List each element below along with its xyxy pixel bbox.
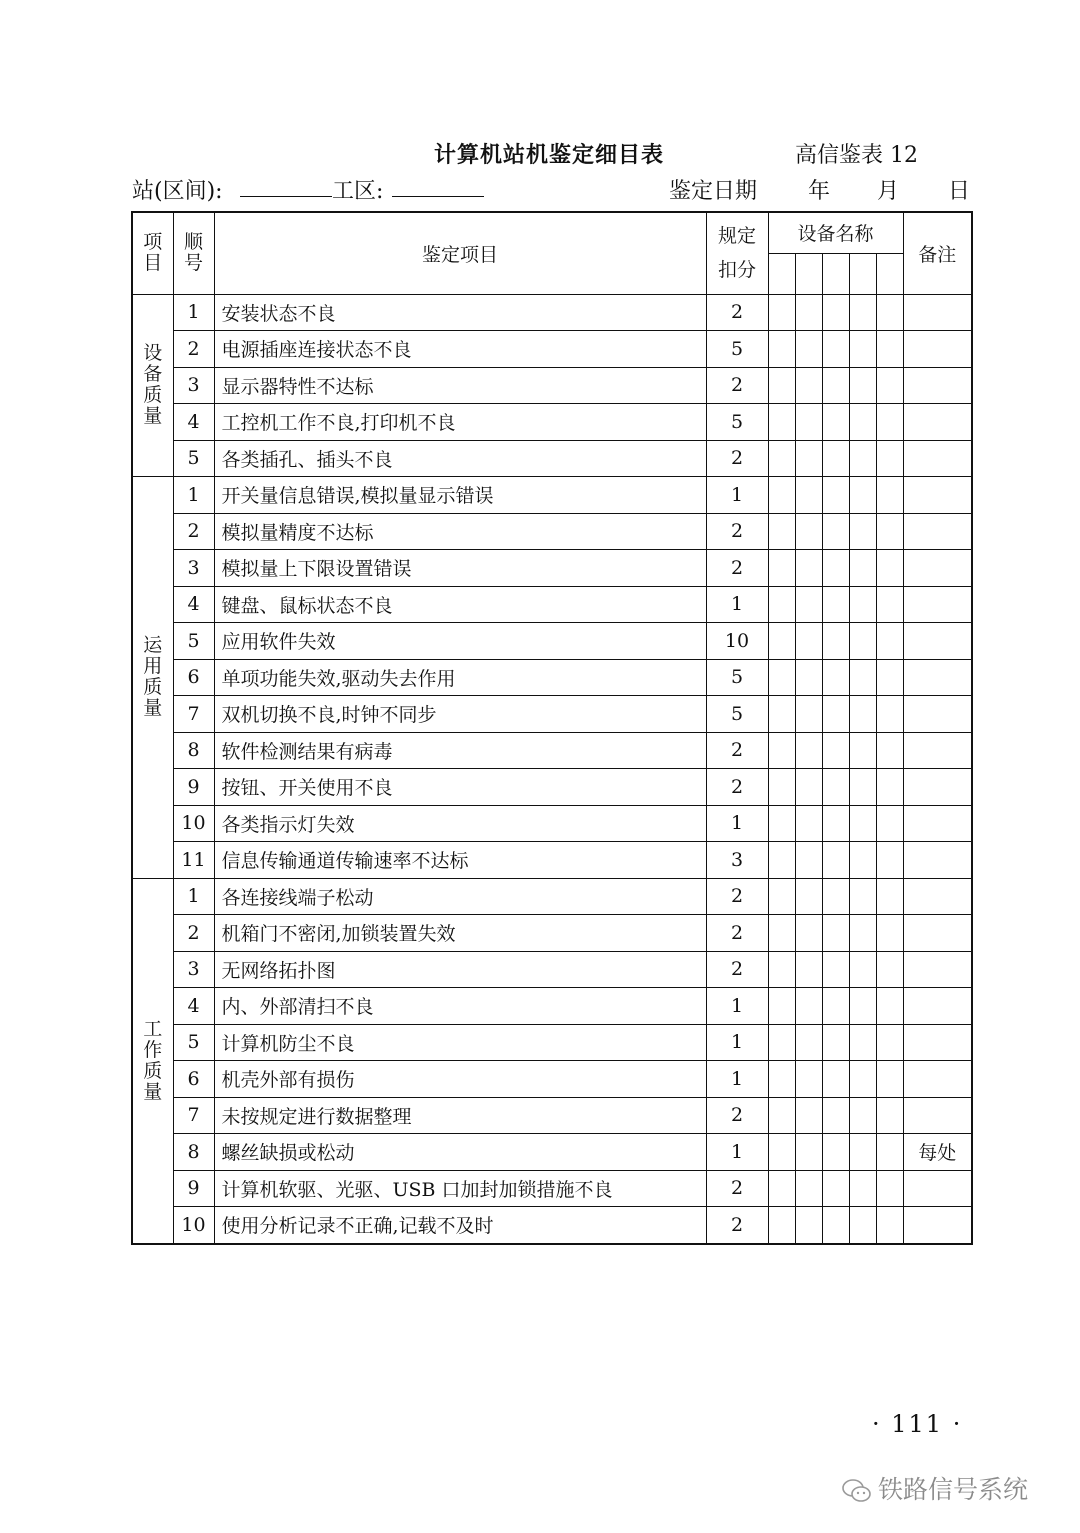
category-cell: 工作质量: [132, 878, 173, 1244]
seq-cell: 10: [173, 805, 214, 842]
device-cell: [795, 331, 822, 368]
item-cell: 软件检测结果有病毒: [214, 732, 706, 769]
device-cell: [795, 988, 822, 1025]
device-cell: [876, 769, 903, 806]
device-cell: [849, 623, 876, 660]
device-cell: [795, 1061, 822, 1098]
item-cell: 各类指示灯失效: [214, 805, 706, 842]
remark-cell: [903, 331, 972, 368]
device-cell: [876, 805, 903, 842]
device-cell: [822, 513, 849, 550]
device-cell: [876, 696, 903, 733]
item-cell: 各连接线端子松动: [214, 878, 706, 915]
remark-cell: [903, 1024, 972, 1061]
device-cell: [849, 915, 876, 952]
seq-cell: 3: [173, 367, 214, 404]
remark-cell: [903, 513, 972, 550]
device-cell: [849, 1134, 876, 1171]
device-cell: [849, 805, 876, 842]
table-row: [132, 1024, 972, 1061]
points-cell: 2: [706, 513, 768, 550]
table-row: [132, 586, 972, 623]
device-cell: [822, 1207, 849, 1244]
device-cell: [822, 623, 849, 660]
remark-cell: [903, 915, 972, 952]
table-row: [132, 1170, 972, 1207]
seq-cell: 8: [173, 732, 214, 769]
device-cell: [795, 550, 822, 587]
item-cell: 未按规定进行数据整理: [214, 1097, 706, 1134]
points-cell: 2: [706, 1097, 768, 1134]
device-cell: [822, 477, 849, 514]
device-cell: [822, 659, 849, 696]
device-cell: [849, 988, 876, 1025]
item-cell: 键盘、鼠标状态不良: [214, 586, 706, 623]
table-row: [132, 404, 972, 441]
points-cell: 2: [706, 440, 768, 477]
device-cell: [795, 951, 822, 988]
remark-cell: [903, 951, 972, 988]
category-cell: 设备质量: [132, 294, 173, 477]
item-cell: 机壳外部有损伤: [214, 1061, 706, 1098]
device-cell: [876, 732, 903, 769]
item-cell: 模拟量精度不达标: [214, 513, 706, 550]
device-cell: [795, 513, 822, 550]
item-cell: 模拟量上下限设置错误: [214, 550, 706, 587]
device-cell: [849, 842, 876, 879]
seq-cell: 2: [173, 915, 214, 952]
device-cell: [795, 696, 822, 733]
item-cell: 无网络拓扑图: [214, 951, 706, 988]
device-cell: [795, 732, 822, 769]
table-row: [132, 294, 972, 331]
item-cell: 计算机防尘不良: [214, 1024, 706, 1061]
points-cell: 3: [706, 842, 768, 879]
device-cell: [768, 1134, 795, 1171]
device-cell: [822, 732, 849, 769]
device-cell: [795, 842, 822, 879]
device-cell: [849, 513, 876, 550]
table-row: [132, 696, 972, 733]
device-cell: [876, 842, 903, 879]
device-cell: [768, 769, 795, 806]
item-cell: 计算机软驱、光驱、USB 口加封加锁措施不良: [214, 1170, 706, 1207]
device-cell: [822, 586, 849, 623]
seq-cell: 5: [173, 1024, 214, 1061]
day-label: 日: [948, 179, 971, 204]
points-cell: 2: [706, 367, 768, 404]
device-cell: [849, 659, 876, 696]
device-cell: [876, 1024, 903, 1061]
device-cell: [876, 331, 903, 368]
device-cell: [768, 878, 795, 915]
device-cell: [876, 878, 903, 915]
table-row: [132, 732, 972, 769]
points-cell: 1: [706, 1134, 768, 1171]
device-cell: [849, 732, 876, 769]
table-row: [132, 440, 972, 477]
device-col: [768, 253, 795, 294]
item-cell: 安装状态不良: [214, 294, 706, 331]
device-cell: [849, 878, 876, 915]
table-row: [132, 769, 972, 806]
device-cell: [795, 1097, 822, 1134]
device-cell: [849, 1170, 876, 1207]
device-cell: [849, 477, 876, 514]
remark-cell: [903, 988, 972, 1025]
item-cell: 内、外部清扫不良: [214, 988, 706, 1025]
device-cell: [876, 294, 903, 331]
points-cell: 1: [706, 477, 768, 514]
header-points: 规定扣分: [706, 212, 768, 294]
header-item: 鉴定项目: [214, 212, 706, 294]
device-cell: [795, 586, 822, 623]
device-cell: [795, 477, 822, 514]
device-cell: [849, 367, 876, 404]
item-cell: 电源插座连接状态不良: [214, 331, 706, 368]
date-label: 鉴定日期: [669, 179, 758, 204]
points-cell: 5: [706, 404, 768, 441]
header-category: 项目: [132, 212, 173, 294]
seq-cell: 2: [173, 513, 214, 550]
device-cell: [822, 988, 849, 1025]
table-row: [132, 659, 972, 696]
device-cell: [849, 1024, 876, 1061]
device-cell: [876, 1061, 903, 1098]
device-cell: [849, 294, 876, 331]
device-cell: [849, 586, 876, 623]
watermark-text: 铁路信号系统: [878, 1475, 1029, 1504]
table-row: [132, 951, 972, 988]
item-cell: 机箱门不密闭,加锁装置失效: [214, 915, 706, 952]
remark-cell: [903, 659, 972, 696]
device-cell: [768, 404, 795, 441]
remark-cell: 每处: [903, 1134, 972, 1171]
device-cell: [768, 659, 795, 696]
item-cell: 按钮、开关使用不良: [214, 769, 706, 806]
remark-cell: [903, 878, 972, 915]
device-cell: [822, 1097, 849, 1134]
device-cell: [822, 951, 849, 988]
points-cell: 2: [706, 732, 768, 769]
device-cell: [822, 1024, 849, 1061]
device-cell: [822, 404, 849, 441]
device-cell: [795, 404, 822, 441]
item-cell: 使用分析记录不正确,记载不及时: [214, 1207, 706, 1244]
remark-cell: [903, 732, 972, 769]
category-cell: 运用质量: [132, 477, 173, 879]
device-cell: [822, 805, 849, 842]
station-label: 站(区间):: [132, 179, 223, 204]
device-cell: [795, 1207, 822, 1244]
device-cell: [768, 440, 795, 477]
page-title: 计算机站机鉴定细目表: [434, 142, 665, 168]
device-cell: [876, 659, 903, 696]
points-cell: 2: [706, 1207, 768, 1244]
table-row: [132, 1207, 972, 1244]
header-seq: 顺号: [173, 212, 214, 294]
seq-cell: 9: [173, 769, 214, 806]
remark-cell: [903, 1207, 972, 1244]
remark-cell: [903, 294, 972, 331]
device-cell: [795, 915, 822, 952]
device-cell: [768, 1097, 795, 1134]
device-cell: [849, 331, 876, 368]
device-cell: [795, 367, 822, 404]
device-cell: [822, 440, 849, 477]
device-cell: [876, 513, 903, 550]
table-row: [132, 1134, 972, 1171]
device-cell: [849, 1207, 876, 1244]
device-cell: [768, 805, 795, 842]
device-cell: [822, 550, 849, 587]
device-cell: [822, 1170, 849, 1207]
device-cell: [768, 1207, 795, 1244]
seq-cell: 6: [173, 1061, 214, 1098]
device-cell: [849, 1061, 876, 1098]
device-cell: [822, 696, 849, 733]
table-row: [132, 1061, 972, 1098]
device-cell: [795, 623, 822, 660]
device-cell: [876, 477, 903, 514]
points-cell: 1: [706, 1024, 768, 1061]
points-cell: 1: [706, 988, 768, 1025]
device-cell: [876, 550, 903, 587]
device-cell: [849, 550, 876, 587]
points-cell: 5: [706, 659, 768, 696]
device-cell: [795, 440, 822, 477]
device-cell: [768, 1061, 795, 1098]
points-cell: 5: [706, 331, 768, 368]
month-label: 月: [877, 179, 900, 204]
header-device: 设备名称: [768, 212, 903, 253]
device-col: [876, 253, 903, 294]
device-cell: [768, 623, 795, 660]
seq-cell: 6: [173, 659, 214, 696]
remark-cell: [903, 769, 972, 806]
device-cell: [768, 951, 795, 988]
inspection-table: [131, 211, 973, 1245]
seq-cell: 7: [173, 696, 214, 733]
device-cell: [768, 513, 795, 550]
device-cell: [795, 769, 822, 806]
seq-cell: 4: [173, 586, 214, 623]
table-row: [132, 842, 972, 879]
year-label: 年: [808, 179, 831, 204]
device-cell: [849, 951, 876, 988]
table-row: [132, 477, 972, 514]
device-cell: [768, 842, 795, 879]
device-cell: [876, 988, 903, 1025]
device-cell: [822, 331, 849, 368]
points-cell: 2: [706, 1170, 768, 1207]
seq-cell: 4: [173, 988, 214, 1025]
table-row: [132, 550, 972, 587]
seq-cell: 3: [173, 550, 214, 587]
device-cell: [876, 404, 903, 441]
item-cell: 工控机工作不良,打印机不良: [214, 404, 706, 441]
device-cell: [768, 988, 795, 1025]
remark-cell: [903, 805, 972, 842]
table-row: [132, 513, 972, 550]
device-cell: [876, 915, 903, 952]
seq-cell: 5: [173, 623, 214, 660]
seq-cell: 3: [173, 951, 214, 988]
table-row: [132, 331, 972, 368]
device-cell: [822, 842, 849, 879]
device-cell: [822, 1061, 849, 1098]
device-cell: [768, 732, 795, 769]
seq-cell: 1: [173, 294, 214, 331]
device-col: [795, 253, 822, 294]
device-cell: [876, 951, 903, 988]
device-cell: [849, 440, 876, 477]
seq-cell: 1: [173, 477, 214, 514]
device-cell: [768, 367, 795, 404]
device-cell: [768, 1024, 795, 1061]
seq-cell: 10: [173, 1207, 214, 1244]
item-cell: 各类插孔、插头不良: [214, 440, 706, 477]
item-cell: 双机切换不良,时钟不同步: [214, 696, 706, 733]
device-cell: [768, 586, 795, 623]
device-col: [849, 253, 876, 294]
seq-cell: 9: [173, 1170, 214, 1207]
device-cell: [795, 1134, 822, 1171]
device-cell: [768, 294, 795, 331]
device-cell: [822, 915, 849, 952]
table-row: [132, 623, 972, 660]
device-cell: [768, 915, 795, 952]
seq-cell: 7: [173, 1097, 214, 1134]
remark-cell: [903, 623, 972, 660]
remark-cell: [903, 1097, 972, 1134]
remark-cell: [903, 440, 972, 477]
remark-cell: [903, 550, 972, 587]
device-cell: [876, 440, 903, 477]
item-cell: 开关量信息错误,模拟量显示错误: [214, 477, 706, 514]
device-cell: [795, 294, 822, 331]
watermark: [842, 1470, 1028, 1506]
device-cell: [876, 586, 903, 623]
device-cell: [822, 878, 849, 915]
device-cell: [876, 623, 903, 660]
workarea-label: 工区:: [332, 179, 384, 204]
item-cell: 显示器特性不达标: [214, 367, 706, 404]
seq-cell: 2: [173, 331, 214, 368]
device-cell: [768, 477, 795, 514]
table-row: [132, 1097, 972, 1134]
device-cell: [795, 878, 822, 915]
seq-cell: 11: [173, 842, 214, 879]
points-cell: 1: [706, 805, 768, 842]
device-cell: [822, 769, 849, 806]
device-cell: [849, 769, 876, 806]
device-cell: [876, 1134, 903, 1171]
device-cell: [768, 1170, 795, 1207]
points-cell: 5: [706, 696, 768, 733]
remark-cell: [903, 586, 972, 623]
points-cell: 2: [706, 769, 768, 806]
table-row: [132, 988, 972, 1025]
remark-cell: [903, 1170, 972, 1207]
device-cell: [849, 404, 876, 441]
remark-cell: [903, 1061, 972, 1098]
points-cell: 2: [706, 878, 768, 915]
device-col: [822, 253, 849, 294]
remark-cell: [903, 696, 972, 733]
table-row: [132, 878, 972, 915]
device-cell: [822, 1134, 849, 1171]
device-cell: [822, 294, 849, 331]
device-cell: [849, 696, 876, 733]
seq-cell: 8: [173, 1134, 214, 1171]
device-cell: [795, 659, 822, 696]
device-cell: [849, 1097, 876, 1134]
remark-cell: [903, 404, 972, 441]
device-cell: [795, 805, 822, 842]
item-cell: 单项功能失效,驱动失去作用: [214, 659, 706, 696]
seq-cell: 1: [173, 878, 214, 915]
seq-cell: 4: [173, 404, 214, 441]
points-cell: 2: [706, 915, 768, 952]
device-cell: [768, 550, 795, 587]
item-cell: 螺丝缺损或松动: [214, 1134, 706, 1171]
header-remark: 备注: [903, 212, 972, 294]
device-cell: [795, 1170, 822, 1207]
table-row: [132, 915, 972, 952]
device-cell: [876, 367, 903, 404]
points-cell: 10: [706, 623, 768, 660]
device-cell: [768, 331, 795, 368]
form-code: 高信鉴表 12: [795, 143, 918, 168]
device-cell: [876, 1207, 903, 1244]
page-number: · 111 ·: [872, 1410, 963, 1438]
device-cell: [822, 367, 849, 404]
points-cell: 2: [706, 550, 768, 587]
device-cell: [768, 696, 795, 733]
points-cell: 1: [706, 586, 768, 623]
wechat-icon: [842, 1478, 872, 1504]
points-cell: 2: [706, 951, 768, 988]
points-cell: 2: [706, 294, 768, 331]
remark-cell: [903, 367, 972, 404]
table-row: [132, 805, 972, 842]
remark-cell: [903, 477, 972, 514]
seq-cell: 5: [173, 440, 214, 477]
remark-cell: [903, 842, 972, 879]
table-row: [132, 367, 972, 404]
points-cell: 1: [706, 1061, 768, 1098]
device-cell: [876, 1097, 903, 1134]
device-cell: [795, 1024, 822, 1061]
item-cell: 信息传输通道传输速率不达标: [214, 842, 706, 879]
item-cell: 应用软件失效: [214, 623, 706, 660]
device-cell: [876, 1170, 903, 1207]
